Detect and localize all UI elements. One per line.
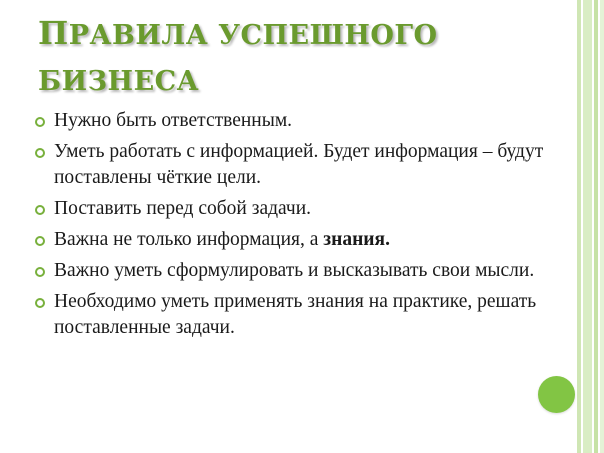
bullet-text-plain: Важна не только информация, а bbox=[54, 229, 324, 250]
decorative-stripe bbox=[594, 0, 598, 453]
green-circle-decoration bbox=[538, 376, 575, 413]
ring-bullet-icon bbox=[35, 148, 45, 158]
title-line-1-rest: РАВИЛА УСПЕШНОГО bbox=[68, 20, 438, 51]
slide-title bbox=[38, 10, 438, 105]
ring-bullet-icon bbox=[35, 117, 45, 127]
decorative-stripe bbox=[600, 0, 604, 453]
bullet-text-plain: Поставить перед собой задачи. bbox=[54, 198, 312, 219]
ring-bullet-icon bbox=[35, 236, 45, 246]
decorative-stripe bbox=[577, 0, 581, 453]
bullet-text-plain: Необходимо уметь применять знания на практике, решать поставленные задачи. bbox=[54, 291, 537, 338]
bullet-item bbox=[34, 196, 554, 222]
bullet-text-plain: Нужно быть ответственным. bbox=[54, 110, 293, 131]
bullet-text-plain: Важно уметь сформулировать и высказывать свои мысли. bbox=[54, 260, 535, 281]
title-line-1 bbox=[38, 10, 438, 59]
bullet-list bbox=[34, 108, 554, 346]
bullet-text-plain: Уметь работать с информацией. Будет информация – будут поставлены чёткие цели. bbox=[54, 141, 544, 188]
bullet-text bbox=[54, 229, 390, 250]
bullet-item bbox=[34, 258, 554, 284]
bullet-item bbox=[34, 139, 554, 191]
bullet-text-bold: знания. bbox=[323, 229, 390, 250]
bullet-item bbox=[34, 108, 554, 134]
bullet-text bbox=[54, 110, 292, 131]
ring-bullet-icon bbox=[35, 267, 45, 277]
title-line-2: БИЗНЕСА bbox=[38, 66, 200, 97]
bullet-text bbox=[54, 141, 543, 188]
decorative-stripe bbox=[583, 0, 592, 453]
ring-bullet-icon bbox=[35, 298, 45, 308]
bullet-text bbox=[54, 291, 536, 338]
title-initial-letter: П bbox=[38, 14, 69, 52]
bullet-text bbox=[54, 198, 311, 219]
bullet-item bbox=[34, 289, 554, 341]
ring-bullet-icon bbox=[35, 205, 45, 215]
bullet-text bbox=[54, 260, 534, 281]
bullet-item bbox=[34, 227, 554, 253]
